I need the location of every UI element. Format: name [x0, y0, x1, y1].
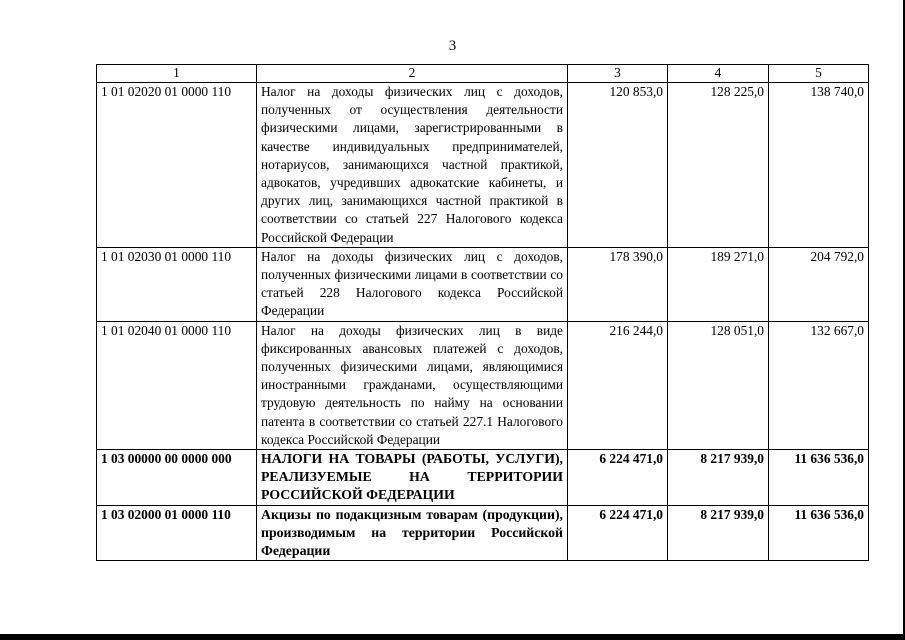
page-number: 3	[448, 38, 457, 54]
revenue-name: Акцизы по подакцизным товарам (продукции), производимым на территории Российской Федерации	[257, 505, 568, 561]
header-col-1: 1	[97, 65, 257, 83]
budget-classification-code: 1 01 02040 01 0000 110	[97, 321, 257, 449]
amount-col-4: 128 225,0	[668, 83, 769, 248]
table-row	[97, 83, 869, 248]
header-col-5: 5	[769, 65, 869, 83]
amount-col-4: 189 271,0	[668, 247, 769, 321]
budget-classification-code: 1 03 00000 00 0000 000	[97, 450, 257, 506]
amount-col-5: 132 667,0	[769, 321, 869, 449]
revenue-name: Налог на доходы физических лиц с доходов, полученных физическими лицами в соответствии со статьей 228 Налогового кодекса Российской Федерации	[257, 247, 568, 321]
amount-col-3: 6 224 471,0	[568, 505, 668, 561]
revenue-name: Налог на доходы физических лиц с доходов, полученных от осуществления деятельности физическими лицами, зарегистрированными в качестве индивидуальных предпринимателей, нотариусов, занимающихся частной практикой, адвокатов, учредивших адвокатские кабинеты, и других лиц, занимающихся частной практикой в соответствии со статьей 227 Налогового кодекса Российской Федерации	[257, 83, 568, 248]
table-header-row	[97, 65, 869, 83]
budget-revenue-table	[96, 64, 869, 561]
header-col-2: 2	[257, 65, 568, 83]
revenue-name: Налог на доходы физических лиц в виде фиксированных авансовых платежей с доходов, полученных физическими лицами, являющимися иностранными гражданами, осуществляющими трудовую деятельность по найму на основании патента в соответствии со статьей 227.1 Налогового кодекса Российской Федерации	[257, 321, 568, 449]
budget-classification-code: 1 01 02030 01 0000 110	[97, 247, 257, 321]
revenue-name: НАЛОГИ НА ТОВАРЫ (РАБОТЫ, УСЛУГИ), РЕАЛИЗУЕМЫЕ НА ТЕРРИТОРИИ РОССИЙСКОЙ ФЕДЕРАЦИИ	[257, 450, 568, 506]
amount-col-4: 128 051,0	[668, 321, 769, 449]
amount-col-4: 8 217 939,0	[668, 505, 769, 561]
amount-col-3: 178 390,0	[568, 247, 668, 321]
amount-col-3: 216 244,0	[568, 321, 668, 449]
amount-col-5: 11 636 536,0	[769, 505, 869, 561]
table-row-subsection-total	[97, 505, 869, 561]
budget-classification-code: 1 03 02000 01 0000 110	[97, 505, 257, 561]
header-col-4: 4	[668, 65, 769, 83]
budget-classification-code: 1 01 02020 01 0000 110	[97, 83, 257, 248]
amount-col-3: 120 853,0	[568, 83, 668, 248]
table-row-section-total	[97, 450, 869, 506]
amount-col-5: 204 792,0	[769, 247, 869, 321]
amount-col-5: 11 636 536,0	[769, 450, 869, 506]
table-row	[97, 321, 869, 449]
amount-col-5: 138 740,0	[769, 83, 869, 248]
page-bottom-edge	[0, 634, 905, 640]
amount-col-4: 8 217 939,0	[668, 450, 769, 506]
table-row	[97, 247, 869, 321]
amount-col-3: 6 224 471,0	[568, 450, 668, 506]
header-col-3: 3	[568, 65, 668, 83]
